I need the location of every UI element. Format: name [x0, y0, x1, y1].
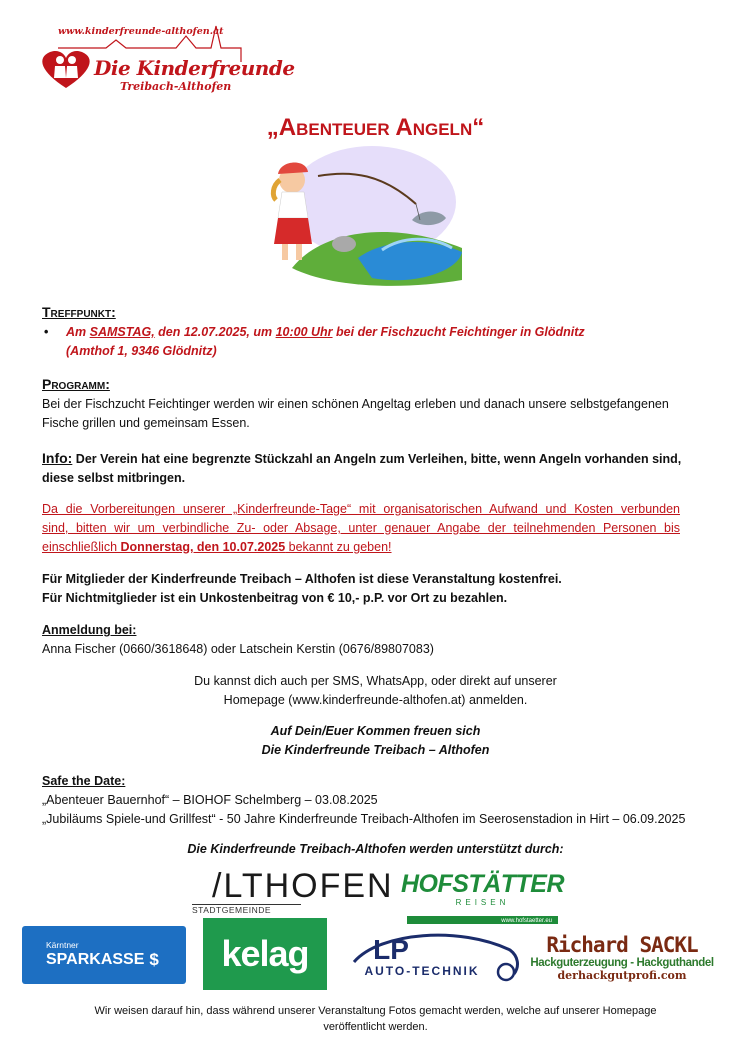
logo-name: Die Kinderfreunde: [94, 56, 295, 80]
lp-sub: AUTO-TECHNIK: [364, 964, 480, 978]
sackl-sub: Hackguterzeugung - Hackguthandel: [530, 956, 714, 969]
save-the-date: [42, 772, 742, 829]
sponsor-althofen-logo: [190, 864, 394, 918]
photo-disclaimer: Wir weisen darauf hin, dass während unserer Veranstaltung Fotos gemacht werden, welche auf unserer Homepage veröffentlicht werden.: [94, 1005, 657, 1033]
logo-url: www.kinderfreunde-althofen.at: [58, 26, 224, 37]
sparkasse-top: Kärntner: [46, 940, 79, 950]
sponsor-sparkasse-logo: [22, 926, 186, 984]
sackl-wordmark: Richard SACKL: [546, 932, 698, 957]
hofstaetter-url: www.hofstaetter.eu: [501, 918, 552, 924]
page-title: „Abenteuer Angeln“: [266, 114, 485, 141]
lp-wordmark: LP: [373, 934, 409, 965]
event-bauernhof: „Abenteuer Bauernhof“ – BIOHOF Schelmberg – 03.08.2025: [42, 793, 378, 807]
althofen-wordmark: /LTHOFEN: [212, 866, 394, 905]
hofstaetter-sub: REISEN: [455, 897, 510, 907]
registration-notice: Da die Vorbereitungen unserer „Kinderfreunde-Tage“ mit organisatorischen Aufwand und Kosten verbunden sind, bitten wir um verbindliche Zu- oder Absage, unter genauer Angabe der teilnehmenden Personen bis einschließlich Donnerstag, den 10.07.2025 bekannt zu geben!: [42, 502, 680, 554]
anmeldung-section: [42, 621, 732, 659]
info-text: Info: Der Verein hat eine begrenzte Stückzahl an Angeln zum Verleihen, bitte, wenn Angeln vorhanden sind, diese selbst mitbringen.: [42, 450, 682, 485]
programm-text: Bei der Fischzucht Feichtinger werden wir einen schönen Angeltag erleben und danach unsere selbstgefangenen Fische grillen und gemeinsam Essen.: [42, 397, 669, 430]
anmeldung-heading: Anmeldung bei:: [42, 623, 137, 637]
kelag-wordmark: kelag: [221, 933, 309, 974]
treffpunkt-details: • Am SAMSTAG, den 12.07.2025, um 10:00 Uhr bei der Fischzucht Feichtinger in Glödnitz (Amthof 1, 9346 Glödnitz): [44, 325, 585, 358]
sponsor-kelag-logo: [203, 918, 327, 990]
anmeldung-contacts: Anna Fischer (0660/3618648) oder Latschein Kerstin (0676/89807083): [42, 642, 434, 656]
programm-heading: Programm:: [42, 376, 110, 392]
contact-text: Du kannst dich auch per SMS, WhatsApp, oder direkt auf unserer Homepage (www.kinderfreunde-althofen.at) anmelden.: [194, 674, 557, 707]
pricing-text: Für Mitglieder der Kinderfreunde Treibach – Althofen ist diese Veranstaltung kostenfrei. Für Nichtmitglieder ist ein Unkostenbeitrag von € 10,- p.P. vor Ort zu bezahlen.: [42, 572, 562, 605]
sponsor-sackl-logo: [526, 924, 718, 990]
sackl-url: derhackgutprofi.com: [557, 968, 687, 982]
save-the-date-heading: Safe the Date:: [42, 774, 126, 788]
sponsor-hofstaetter-logo: [400, 860, 565, 924]
event-jubilaeum: „Jubiläums Spiele-und Grillfest“ - 50 Jahre Kinderfreunde Treibach-Althofen im Seerosenstadion in Hirt – 06.09.2025: [42, 812, 686, 826]
sparkasse-wordmark: SPARKASSE: [46, 951, 145, 968]
sponsor-lp-autotechnik-logo: [350, 922, 522, 986]
sparkasse-s-icon: $: [149, 950, 159, 969]
treffpunkt-heading: Treffpunkt:: [42, 304, 116, 320]
hofstaetter-wordmark: HOFSTÄTTER: [400, 869, 565, 898]
logo-subtitle: Treibach-Althofen: [120, 80, 232, 93]
closing-text: Auf Dein/Euer Kommen freuen sich Die Kinderfreunde Treibach – Althofen: [261, 724, 490, 757]
sponsors-heading: Die Kinderfreunde Treibach-Althofen werden unterstützt durch:: [187, 842, 564, 856]
althofen-sub: STADTGEMEINDE: [192, 904, 301, 915]
fishing-girl-illustration: [262, 140, 472, 290]
